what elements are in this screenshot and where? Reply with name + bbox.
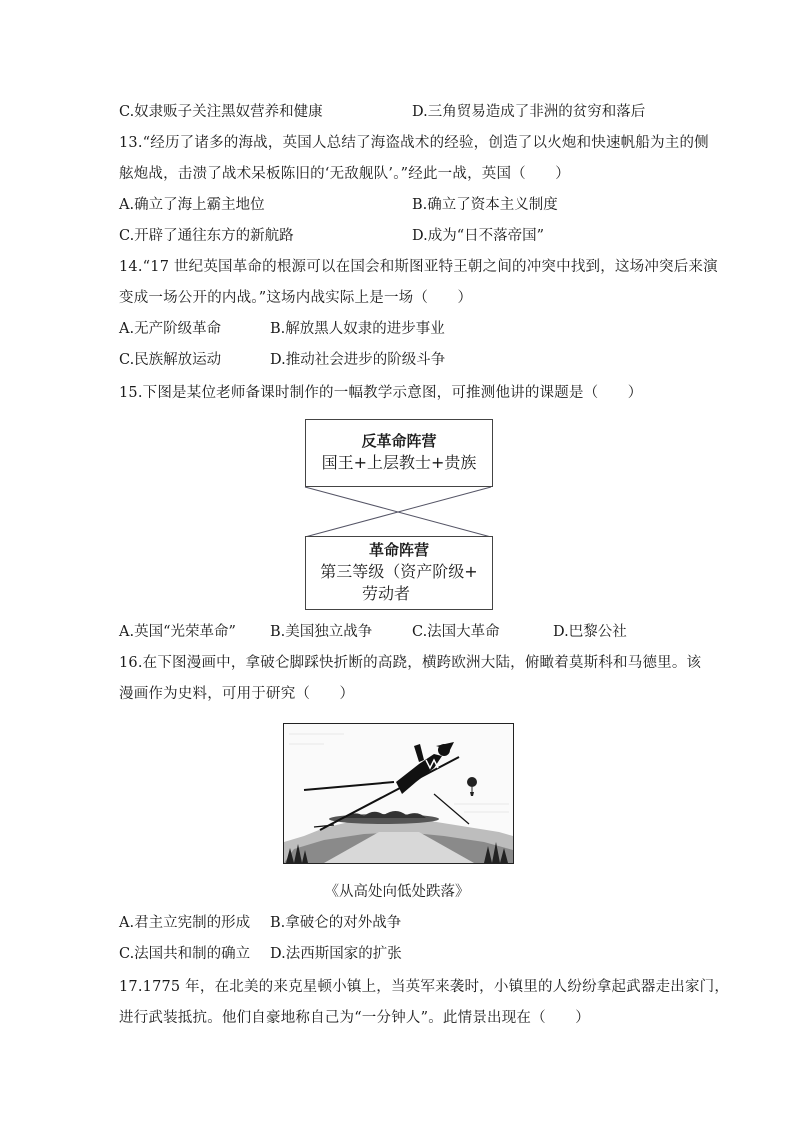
counter-revolution-box: [305, 419, 493, 487]
q12-option-c: C.奴隶贩子关注黑奴营养和健康: [119, 104, 323, 120]
q16-option-a: A.君主立宪制的形成: [119, 915, 251, 931]
q13-stem-line1: 13.“经历了诸多的海战，英国人总结了海盗战术的经验，创造了以火炮和快速帆船为主的侧: [119, 135, 709, 151]
q13-stem-line2: 舷炮战，击溃了战术呆板陈旧的‘无敌舰队’。”经此一战，英国（ ）: [119, 166, 570, 182]
q17-stem-line2: 进行武装抵抗。他们自豪地称自己为“一分钟人”。此情景出现在（ ）: [119, 1010, 590, 1026]
q16-stem-line2: 漫画作为史料，可用于研究（ ）: [119, 686, 355, 702]
revolution-title: 革命阵营: [368, 541, 429, 559]
q14-stem-line2: 变成一场公开的内战。”这场内战实际上是一场（ ）: [119, 290, 473, 306]
q15-stem: 15.下图是某位老师备课时制作的一幅教学示意图，可推测他讲的课题是（ ）: [119, 385, 643, 401]
q17-stem-line1: 17.1775 年，在北美的来克星顿小镇上，当英军来袭时，小镇里的人纷纷拿起武器走出家门，: [119, 979, 730, 995]
revolution-box: [305, 536, 493, 610]
q14-option-a: A.无产阶级革命: [119, 321, 222, 337]
q16-option-b: B.拿破仑的对外战争: [270, 915, 402, 931]
q16-option-c: C.法国共和制的确立: [119, 946, 251, 962]
counter-revolution-members: 国王+上层教士+贵族: [321, 453, 477, 472]
q13-option-b: B.确立了资本主义制度: [412, 197, 558, 213]
q14-option-c: C.民族解放运动: [119, 352, 222, 368]
counter-revolution-title: 反革命阵营: [361, 432, 437, 450]
q15-option-a: A.英国“光荣革命”: [119, 624, 236, 640]
cartoon-caption: 《从高处向低处跌落》: [324, 884, 470, 900]
q14-option-b: B.解放黑人奴隶的进步事业: [270, 321, 445, 337]
q13-option-c: C.开辟了通往东方的新航路: [119, 228, 294, 244]
q12-option-d: D.三角贸易造成了非洲的贫穷和落后: [412, 104, 646, 120]
q13-option-d: D.成为“日不落帝国”: [412, 228, 545, 244]
diagram-cross-lines: [300, 480, 496, 544]
q14-stem-line1: 14.“17 世纪英国革命的根源可以在国会和斯图亚特王朝之间的冲突中找到，这场冲突后来演: [119, 259, 718, 275]
revolution-members-line1: 第三等级（资产阶级+: [320, 562, 478, 581]
q14-option-d: D.推动社会进步的阶级斗争: [270, 352, 446, 368]
q13-option-a: A.确立了海上霸主地位: [119, 197, 265, 213]
q15-option-d: D.巴黎公社: [553, 624, 627, 640]
q15-option-c: C.法国大革命: [412, 624, 500, 640]
cartoon-drawing: [284, 724, 513, 863]
q16-stem-line1: 16.在下图漫画中，拿破仑脚踩快折断的高跷，横跨欧洲大陆，俯瞰着莫斯科和马德里。该: [119, 655, 702, 671]
q16-option-d: D.法西斯国家的扩张: [270, 946, 402, 962]
napoleon-cartoon-image: [283, 723, 514, 864]
revolution-members-line2: 劳动者: [362, 584, 411, 603]
q15-option-b: B.美国独立战争: [270, 624, 373, 640]
